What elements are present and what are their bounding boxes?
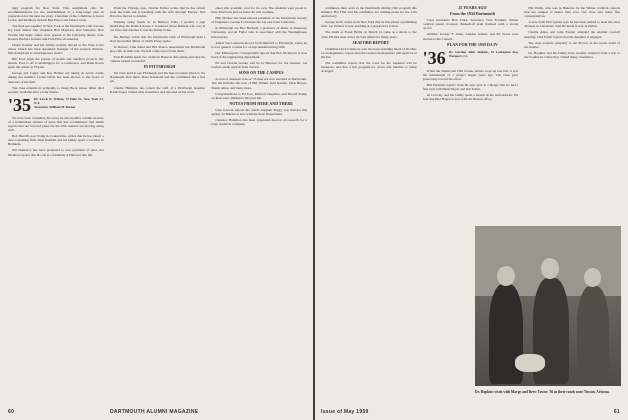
photo-head-right xyxy=(584,268,601,287)
paragraph: When the Dartmouth Hall bronze tablets went up last fall, it was the culmination of a project begun years ago. The class gave generously toward the effort. xyxy=(422,68,519,81)
paragraph: In Denver, John Rand and Bill Pearce entertained the Dartmouth glee club on their tour. We had a fine report from them. xyxy=(109,44,206,53)
right-page xyxy=(315,0,628,420)
paragraph: Jim Dunleavy has been promoted to vice president of sales. Art Moulton reports that his son is a freshman at Hanover this fall. xyxy=(8,148,104,157)
paragraph: George and Cappy and Kay Barbey are taking an Arctic cruise during the summer. Lionel Davis has been elected to the board of directors of his firm. xyxy=(8,71,104,84)
paragraph: commence their work in the Dartmouth Outing Club program this summer. Hal Flint and his committee are making plans for the 25th anniversary. xyxy=(321,6,417,19)
paragraph: A note from Phil Lyman says he has been named to head the sales division in Cleveland. Tom Richards is now in Dallas. xyxy=(524,20,621,29)
class-secretary-info xyxy=(34,97,104,109)
class-number: '35 xyxy=(8,94,32,115)
paragraph: Class president: Bob Clark. Secretary: Don Franklin. Winter carnival queen crowned. Basketball team finished with a strong record. xyxy=(422,18,519,31)
section-heading: SEAFORD REPORT xyxy=(352,39,390,45)
paragraph: Bob Sherrill, now living in Connecticut, writes that he has joined a new consulting firm. Dick Kimball and his family spent a vacation in Bermuda. xyxy=(8,134,104,147)
section-heading: NOTES FROM HERE AND THERE xyxy=(229,100,293,106)
paragraph: The class extends sympathy to Art Brown on the recent death of his mother. xyxy=(524,40,621,49)
paragraph: Alumni: George F. Allen, Charles Adams, and Ed Wood were elected to the Council. xyxy=(422,32,519,41)
paragraph: From the Chicago area, Charlie Tucker writes that he has retired from the bank and is traveling with his wife through Europe. Ned Price has moved to Atlanta. xyxy=(109,6,206,19)
photograph-ranch-visit xyxy=(475,226,621,386)
paragraph: Glen Kerwin reports his oldest daughter Peggy was married this spring. Al Hansen is now with the State Department. xyxy=(211,107,308,116)
paragraph: We were glad to see Pittsburgh and the fine reception given to the Dartmouth men there. Dave Kneeland and the committee did a fine job. xyxy=(109,71,206,84)
paragraph: A total of nineteen sons of '35 men are now enrolled at Dartmouth. The list includes the sons of Bill Walker, Karl Rambo, Dick Brown, Sherm Allen, and many more. xyxy=(211,77,308,90)
paragraph: The committee reports that the costs for the weekend will be moderate, and that a full program for wives and families is being arranged. xyxy=(321,61,417,74)
paragraph: Hub Mosher has been elected president of the Dartmouth Society of Engineers. George Lord made the trip east from California. xyxy=(211,16,308,25)
paragraph: Our Minneapolis correspondent reports that Bob Nicholson is now head of the engineering department. xyxy=(211,50,308,59)
paragraph: Bill Walsh, who was in Hanover for the Winter Carnival, reports that the campus is busier than ever. Our class sent many fine representatives. xyxy=(524,6,621,19)
section-heading: 25 YEARS AGO xyxy=(458,6,487,10)
paragraph: Ed and Charlie Grader will be in Hanover for the reunion. Joe Corbett sends regards from Tucson. xyxy=(211,61,308,70)
paragraph: George Irwin writes from New York that he has joined a publishing firm. Joe Willard is now teaching at a preparatory school. xyxy=(321,20,417,29)
paragraph: Clarence Hamilton has been appointed director of research for a large chemical company. xyxy=(211,118,308,127)
left-column-1 xyxy=(8,6,104,402)
paragraph: Congratulations to Ed Ives, Richard Chapman, and Harold Stamp on their sons' admission this past fall. xyxy=(211,91,308,100)
paragraph: Chuck Kramer and his family recently moved to the West Coast where Chuck has been appointed manager of the western division. Nils Kongsland is a headquarters visitor. xyxy=(8,42,104,55)
right-column-3 xyxy=(524,6,620,220)
page-number: 61 xyxy=(613,409,620,415)
photo-head-middle xyxy=(541,258,559,279)
paragraph: We have been compiling the notes for this month's column because of a tremendous amount of news that has accumulated. Ted Smith reports that our forward plans for the 25th reunion are moving along well. xyxy=(8,115,104,133)
running-footer-title: DARTMOUTH ALUMNI MAGAZINE xyxy=(110,409,199,415)
paragraph: Bill Farnham reports from his new post in Chicago that he had a fine visit with Hank Meyer and Jim Talbot. xyxy=(422,83,519,92)
paragraph: Tom Bowman spent two weeks in Hanover this spring and says the campus looked wonderful. xyxy=(109,54,206,64)
paragraph: ingg program for New York. This assignment calls for recommendations for the establishment of a long-range plan in preparation for the next ten years. Chairman of the committee is Grant Lyons, and members include Ben Pierce and Dick Cowan. xyxy=(8,6,104,23)
section-heading: PLAN FOR THE 1959 DA IV xyxy=(447,41,498,47)
section-heading: SONS ON THE CAMPUS xyxy=(238,70,284,76)
class-secretary-info: Dr. Gordon John Jenkins, 33 Lexington Ave, Westport, Ct. xyxy=(448,49,519,58)
page-number: 60 xyxy=(8,409,15,415)
paragraph: Albert Van Leeuwen moved from Hartford to Pittsburgh, where he is now general counsel for a large manufacturing firm. xyxy=(211,40,308,49)
treasurer-name: Treasurer, William H. Turner xyxy=(34,104,76,109)
left-page xyxy=(0,0,313,420)
secretary-address: Dr. Lewis R. Wilson, 72 Hale St., New York 21, N.Y. xyxy=(34,96,104,105)
paragraph: Al Crowley and his family spent a month in the Adirondacks. We hear that Bud Hagen is now with the Boston office. xyxy=(422,93,519,102)
paragraph: ented this academic post for its own. The students were proud to have Paul back and we know he will continue. xyxy=(211,6,308,15)
class-heading-36 xyxy=(422,47,519,68)
paragraph: The class extends its sympathy to Doug Buck whose father died recently in Maine after a long illness. xyxy=(8,85,104,94)
paragraph: The final get-together in New York at the Dartmouth Club was the Ivy Chef dinner. Our chairman Bob Maynard, Rod Vallacher, Bob Worms and many others were present at the following dinner. Loie Kachel, Barbara Garbers and Fran Ellis all attended. xyxy=(8,24,104,41)
paragraph: Stu Bentley writes that the Dartmouth Club of Pittsburgh held a most successful dinner at which Prexy spoke. xyxy=(109,34,206,43)
class-number: '36 xyxy=(422,47,446,68)
right-column-1 xyxy=(321,6,417,402)
left-column-2 xyxy=(110,6,206,402)
paragraph: Charlie Hampton has joined the staff of a Pittsburgh hospital. Frank Noyes visited with classmates and reported on his work. xyxy=(109,85,206,94)
photo-head-left xyxy=(497,266,515,286)
section-subheading: From the 1934 Dartmouth xyxy=(450,11,495,17)
photo-caption: Dr. Hopkins visits with Marge and Brew Towne '36 at their ranch near Tucson, Arizona. xyxy=(475,390,610,394)
class-heading-35 xyxy=(8,94,104,115)
paragraph: In Pittsburgh are Bert Harbach, a professor of music at Duquesne University, and Al Fuller who is associated with the Westinghouse laboratories. xyxy=(211,26,308,39)
paragraph: The death of Frank Hollis on March 12 came as a shock to the class. He had been active in class affairs for many years. xyxy=(321,30,417,39)
photo-dog xyxy=(515,354,545,372)
paragraph: Dr. Hopkins and his family have recently returned from a trip to the Southwest where they visited many classmates. xyxy=(524,50,621,59)
photo-figure-right xyxy=(577,286,609,384)
paragraph: Charlie Ames and John Everett attended the Alumni Council meeting. Chet Fuller reports that his daughter is engaged. xyxy=(524,30,621,39)
left-column-3 xyxy=(211,6,307,402)
paragraph: Chairman Dave Cameron, who has been spending much of his time on arrangements, reports that the reunion headquarters will again be at the Inn. xyxy=(321,46,417,59)
paragraph: Bill Ford leads the parade of health and nutrition projects this month. Ford is off to Washington for a conference, and Hank Rosen spent the winter in Florida. xyxy=(8,57,104,70)
section-heading: IN PITTSBURGH xyxy=(143,64,176,70)
running-footer-issue: Issue of May 1959 xyxy=(321,409,369,415)
paragraph: Walking along South St. in Bellows Falls, I spotted a sign identifying the Remick house. I wondered about Remick who was in our class and whether it was his family home. xyxy=(109,20,206,33)
